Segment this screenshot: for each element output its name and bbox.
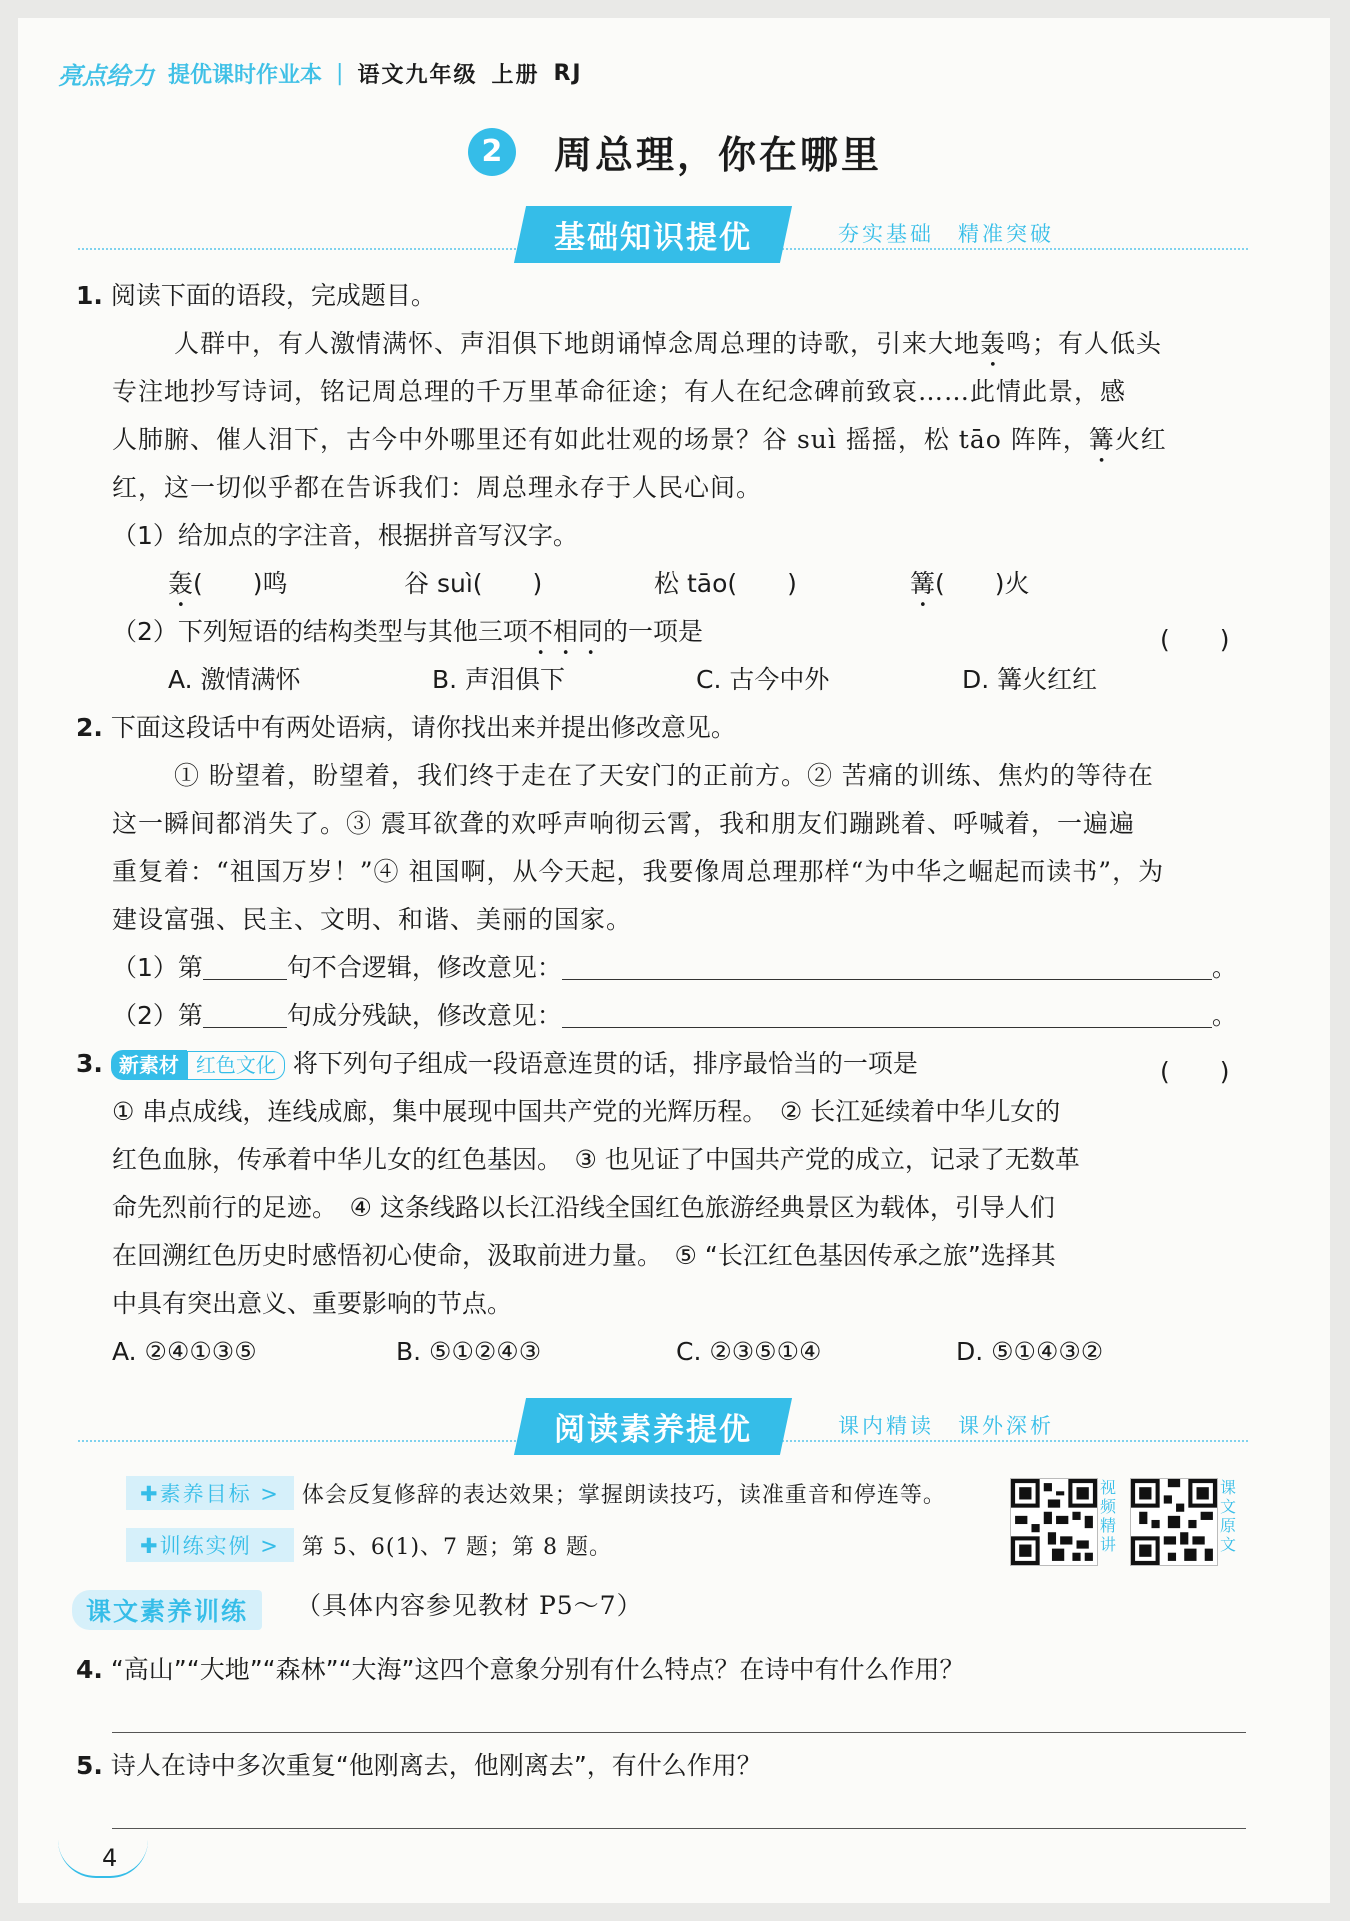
- q1-option-c[interactable]: C. 古今中外: [696, 665, 830, 694]
- qr-caption-video: 视频精讲: [1100, 1478, 1117, 1554]
- text-training-label: 课文素养训练: [72, 1590, 262, 1630]
- section2-subtitle: 课内精读 课外深析: [838, 1414, 1054, 1438]
- q2-prompt: 2. 下面这段话中有两处语病，请你找出来并提出修改意见。: [76, 713, 736, 742]
- qr-code-icon: [1131, 1479, 1217, 1565]
- q5-answer-line[interactable]: [112, 1828, 1246, 1829]
- section2-label: 阅读素养提优: [514, 1398, 792, 1455]
- q4-answer-line[interactable]: [112, 1732, 1246, 1733]
- q2-sub2-answer-line[interactable]: [562, 1001, 1212, 1028]
- q3-answer-paren[interactable]: ( ): [1160, 1057, 1230, 1086]
- q1-passage-line4: 红，这一切似乎都在告诉我们：周总理永存于人民心间。: [112, 473, 763, 502]
- q3-option-c[interactable]: C. ②③⑤①④: [676, 1337, 822, 1366]
- q2-sub1: （1）第 句不合逻辑，修改意见： 。: [112, 953, 1237, 982]
- brand-subtitle: 提优课时作业本: [168, 63, 323, 88]
- q2-passage-line4: 建设富强、民主、文明、和谐、美丽的国家。: [112, 905, 633, 934]
- q2-passage-line3: 重复着：“祖国万岁！”④ 祖国啊，从今天起，我要像周总理那样“为中华之崛起而读书”，为: [112, 857, 1165, 886]
- q3-passage-line2: 红色血脉，传承着中华儿女的红色基因。 ③ 也见证了中国共产党的成立，记录了无数革: [112, 1145, 1080, 1174]
- lesson-number-badge: 2: [468, 128, 516, 176]
- page-number: 4: [102, 1844, 118, 1872]
- qr-code-icon: [1011, 1479, 1097, 1565]
- lesson-title: 周总理，你在哪里: [553, 132, 882, 177]
- q1-fill-2[interactable]: 谷 suì( ): [404, 569, 543, 598]
- q1-option-b[interactable]: B. 声泪俱下: [432, 665, 566, 694]
- q3-option-a[interactable]: A. ②④①③⑤: [112, 1337, 257, 1366]
- q3-passage-line5: 中具有突出意义、重要影响的节点。: [112, 1289, 513, 1318]
- q2-sub1-answer-line[interactable]: [562, 953, 1212, 980]
- q1-sub2: （2）下列短语的结构类型与其他三项不相同的一项是: [112, 617, 703, 646]
- q1-fill-1[interactable]: 轰( )鸣: [168, 569, 288, 598]
- q3-option-d[interactable]: D. ⑤①④③②: [956, 1337, 1104, 1366]
- header-subject: 语文九年级: [357, 63, 478, 88]
- brand-logo: 亮点给力: [58, 62, 154, 90]
- training-example-label: ✚训练实例 >: [126, 1528, 294, 1562]
- q1-passage-line1: 人群中，有人激情满怀、声泪俱下地朗诵悼念周总理的诗歌，引来大地轰鸣；有人低头: [174, 329, 1163, 358]
- qr-code-text[interactable]: [1130, 1478, 1218, 1566]
- header-divider: |: [336, 61, 344, 86]
- topic-tag: 红色文化: [187, 1051, 285, 1080]
- q2-sub2-blank[interactable]: [203, 1001, 287, 1028]
- q1-sub1: （1）给加点的字注音，根据拼音写汉字。: [112, 521, 578, 550]
- q1-fill-3[interactable]: 松 tāo( ): [654, 569, 797, 598]
- literacy-goal-label: ✚素养目标 >: [126, 1476, 294, 1510]
- q2-sub2: （2）第 句成分残缺，修改意见： 。: [112, 1001, 1237, 1030]
- literacy-goal-row: [126, 1476, 946, 1510]
- text-training-note: （具体内容参见教材 P5～7）: [296, 1591, 643, 1620]
- q3-passage-line3: 命先烈前行的足迹。 ④ 这条线路以长江沿线全国红色旅游经典景区为载体，引导人们: [112, 1193, 1055, 1222]
- page-header: [58, 56, 583, 91]
- header-volume: 上册: [491, 63, 540, 88]
- q1-prompt: 1. 阅读下面的语段，完成题目。: [76, 281, 436, 310]
- q1-passage-line2: 专注地抄写诗词，铭记周总理的千万里革命征途；有人在纪念碑前致哀……此情此景，感: [112, 377, 1127, 406]
- q2-passage-line1: ① 盼望着，盼望着，我们终于走在了天安门的正前方。② 苦痛的训练、焦灼的等待在: [174, 761, 1154, 790]
- q1-answer-paren[interactable]: ( ): [1160, 625, 1230, 654]
- q2-sub1-blank[interactable]: [203, 953, 287, 980]
- literacy-goal-text: 体会反复修辞的表达效果；掌握朗读技巧，读准重音和停连等。: [301, 1482, 946, 1508]
- q3-option-b[interactable]: B. ⑤①②④③: [396, 1337, 542, 1366]
- header-edition: RJ: [553, 61, 583, 86]
- q1-option-d[interactable]: D. 篝火红红: [962, 665, 1098, 694]
- section1-subtitle: 夯实基础 精准突破: [838, 222, 1054, 246]
- section1-label: 基础知识提优: [514, 206, 792, 263]
- q3-prompt: 3. 新素材 红色文化 将下列句子组成一段语意连贯的话，排序最恰当的一项是: [76, 1049, 918, 1078]
- q4-prompt: 4. “高山”“大地”“森林”“大海”这四个意象分别有什么特点？在诗中有什么作用？: [76, 1655, 965, 1684]
- q3-passage-line1: ① 串点成线，连线成廊，集中展现中国共产党的光辉历程。 ② 长江延续着中华儿女的: [112, 1097, 1061, 1126]
- qr-caption-text: 课文原文: [1220, 1478, 1237, 1554]
- training-example-text: 第 5、6(1)、7 题；第 8 题。: [301, 1534, 612, 1560]
- q1-option-a[interactable]: A. 激情满怀: [168, 665, 301, 694]
- training-example-row: [126, 1528, 612, 1562]
- q1-fill-4[interactable]: 篝( )火: [910, 569, 1030, 598]
- q5-prompt: 5. 诗人在诗中多次重复“他刚离去，他刚离去”，有什么作用？: [76, 1751, 762, 1780]
- qr-code-video[interactable]: [1010, 1478, 1098, 1566]
- new-material-tag: 新素材: [111, 1050, 187, 1080]
- q3-passage-line4: 在回溯红色历史时感悟初心使命，汲取前进力量。 ⑤ “长江红色基因传承之旅”选择其: [112, 1241, 1056, 1270]
- lesson-title-row: [0, 124, 1350, 179]
- q1-passage-line3: 人肺腑、催人泪下，古今中外哪里还有如此壮观的场景？谷 suì 摇摇，松 tāo 阵阵，篝火红: [112, 425, 1167, 454]
- q2-passage-line2: 这一瞬间都消失了。③ 震耳欲聋的欢呼声响彻云霄，我和朋友们蹦跳着、呼喊着，一遍遍: [112, 809, 1135, 838]
